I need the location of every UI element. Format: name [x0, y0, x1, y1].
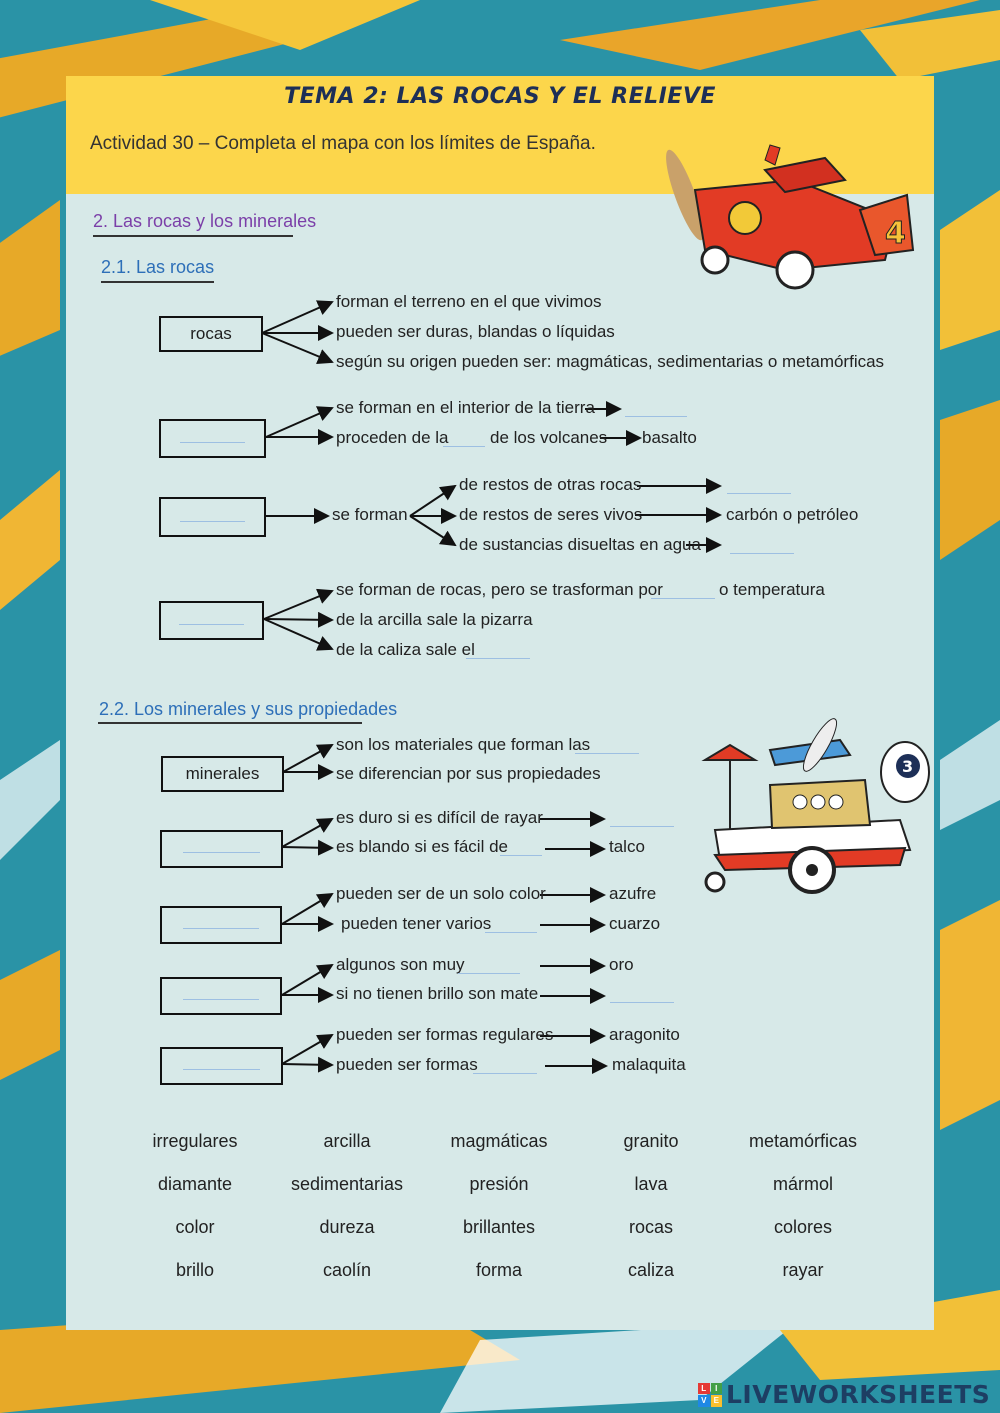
- sedimentarias-line-3: de sustancias disueltas en agua: [459, 535, 701, 554]
- forma-answer-box[interactable]: [160, 1047, 283, 1085]
- plane-number: 4: [885, 216, 906, 251]
- subsection-heading-minerals: 2.2. Los minerales y sus propiedades: [99, 699, 398, 719]
- blank-rayar[interactable]: [500, 855, 542, 856]
- cartoon-car-illustration: [700, 710, 930, 900]
- word-bank-item[interactable]: sedimentarias: [290, 1174, 404, 1194]
- liveworksheets-logo[interactable]: [698, 1380, 990, 1409]
- word-bank-item[interactable]: dureza: [319, 1217, 375, 1237]
- cartoon-plane-illustration: [645, 140, 920, 305]
- word-bank-item[interactable]: metamórficas: [748, 1131, 858, 1151]
- blank-colores[interactable]: [485, 932, 537, 933]
- magmaticas-line-1: se forman en el interior de la tierra: [336, 398, 595, 417]
- forma-line-1: pueden ser formas regulares: [336, 1025, 554, 1044]
- blank-marmol[interactable]: [466, 658, 530, 659]
- sedimentarias-line-1: de restos de otras rocas: [459, 475, 642, 494]
- subheading-underline-minerals: [98, 722, 362, 724]
- color-answer-box[interactable]: [160, 906, 282, 944]
- word-bank-item[interactable]: rocas: [628, 1217, 673, 1237]
- magmaticas-answer-box[interactable]: [159, 419, 266, 458]
- liveworksheets-logo-icon: L I V E: [698, 1383, 722, 1407]
- word-bank-item[interactable]: diamante: [157, 1174, 233, 1194]
- forma-line-2: pueden ser formas: [336, 1055, 478, 1074]
- blank-lava[interactable]: [443, 446, 485, 447]
- word-bank-item[interactable]: presión: [469, 1174, 529, 1194]
- blank-brillantes[interactable]: [458, 973, 520, 974]
- magmaticas-result-basalto: basalto: [642, 428, 697, 447]
- subheading-underline: [101, 281, 214, 283]
- forma-result-malaquita: malaquita: [612, 1055, 686, 1074]
- dureza-line-1: es duro si es difícil de rayar: [336, 808, 543, 827]
- word-bank-item[interactable]: caolín: [322, 1260, 372, 1280]
- sedimentarias-line-2: de restos de seres vivos: [459, 505, 643, 524]
- dureza-line-2: es blando si es fácil de: [336, 837, 508, 856]
- word-bank-item[interactable]: mármol: [772, 1174, 833, 1194]
- brillo-line-2: si no tienen brillo son mate: [336, 984, 539, 1003]
- rocas-line-1: forman el terreno en el que vivimos: [336, 292, 602, 311]
- rocas-line-3: según su origen pueden ser: magmáticas, sedimentarias o metamórficas: [336, 352, 885, 371]
- color-result-azufre: azufre: [609, 884, 657, 903]
- minerales-line-1: son los materiales que forman las: [336, 735, 591, 754]
- blank-irregulares[interactable]: [473, 1073, 537, 1074]
- brillo-result-oro: oro: [609, 955, 634, 974]
- rocas-box: rocas: [159, 316, 263, 352]
- blank-rocas[interactable]: [575, 753, 639, 754]
- blank-caolin[interactable]: [610, 1002, 674, 1003]
- blank-presion[interactable]: [651, 598, 715, 599]
- minerales-box: minerales: [161, 756, 284, 792]
- word-bank-item[interactable]: colores: [773, 1217, 833, 1237]
- blank-diamante[interactable]: [610, 826, 674, 827]
- subsection-heading-rocks: 2.1. Las rocas: [101, 257, 215, 277]
- brillo-answer-box[interactable]: [160, 977, 282, 1015]
- word-bank-item[interactable]: brillantes: [462, 1217, 536, 1237]
- sedimentarias-answer-box[interactable]: [159, 497, 266, 537]
- word-bank-item[interactable]: irregulares: [152, 1131, 238, 1151]
- color-line-2: pueden tener varios: [341, 914, 492, 933]
- word-bank-item[interactable]: granito: [623, 1131, 679, 1151]
- page-title: TEMA 2: LAS ROCAS Y EL RELIEVE: [284, 84, 716, 109]
- rocas-line-2: pueden ser duras, blandas o líquidas: [336, 322, 615, 341]
- metamorficas-line-1b: o temperatura: [719, 580, 825, 599]
- sedimentarias-result-carbon: carbón o petróleo: [726, 505, 859, 524]
- dureza-result-talco: talco: [609, 837, 645, 856]
- car-number: 3: [902, 757, 914, 776]
- forma-result-aragonito: aragonito: [609, 1025, 680, 1044]
- dureza-answer-box[interactable]: [160, 830, 283, 868]
- word-bank-item[interactable]: brillo: [175, 1260, 214, 1280]
- metamorficas-answer-box[interactable]: [159, 601, 264, 640]
- magmaticas-line-2b: de los volcanes: [490, 428, 608, 447]
- color-result-cuarzo: cuarzo: [609, 914, 661, 933]
- word-bank-item[interactable]: magmáticas: [450, 1131, 548, 1151]
- word-bank-item[interactable]: caliza: [627, 1260, 675, 1280]
- color-line-1: pueden ser de un solo color: [336, 884, 546, 903]
- blank-arcilla[interactable]: [727, 493, 791, 494]
- metamorficas-line-3: de la caliza sale el: [336, 640, 475, 659]
- section-heading-rocks-minerals: 2. Las rocas y los minerales: [93, 211, 317, 231]
- liveworksheets-brand: LIVEWORKSHEETS: [726, 1380, 991, 1409]
- word-bank-item[interactable]: forma: [475, 1260, 522, 1280]
- blank-granito[interactable]: [625, 416, 687, 417]
- word-bank-item[interactable]: rayar: [782, 1260, 824, 1280]
- se-forman-label: se forman: [332, 505, 408, 524]
- blank-sal[interactable]: [730, 553, 794, 554]
- word-bank-item[interactable]: lava: [634, 1174, 668, 1194]
- metamorficas-line-1a: se forman de rocas, pero se trasforman por: [336, 580, 663, 599]
- activity-instructions: Actividad 30 – Completa el mapa con los límites de España.: [90, 133, 596, 154]
- magmaticas-line-2a: proceden de la: [336, 428, 449, 447]
- brillo-line-1: algunos son muy: [336, 955, 465, 974]
- word-bank-item[interactable]: color: [175, 1217, 215, 1237]
- word-bank-item[interactable]: arcilla: [323, 1131, 371, 1151]
- minerales-line-2: se diferencian por sus propiedades: [336, 764, 601, 783]
- metamorficas-line-2: de la arcilla sale la pizarra: [336, 610, 533, 629]
- heading-underline: [93, 235, 293, 237]
